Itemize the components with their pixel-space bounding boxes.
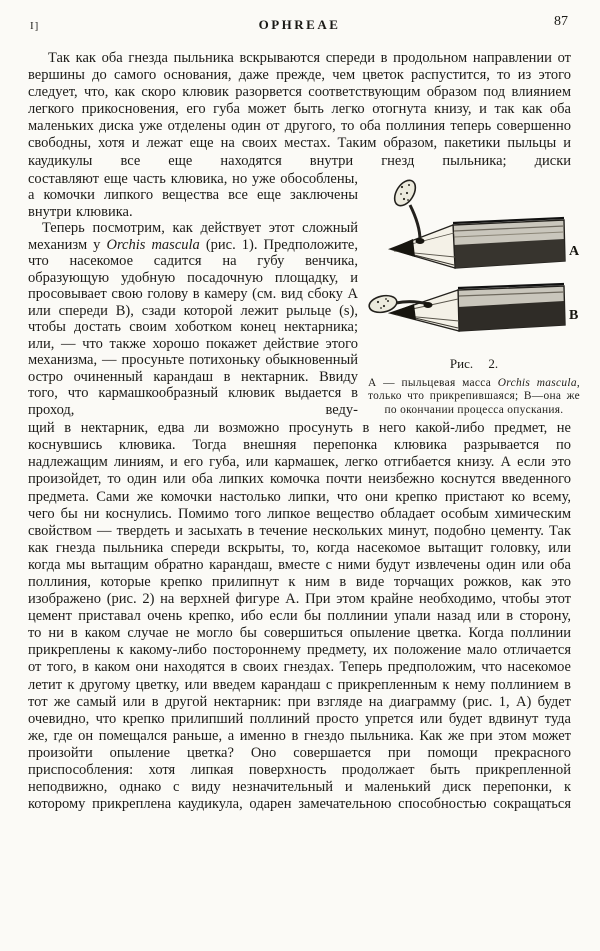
running-header bbox=[28, 14, 571, 36]
figure-label-a: A bbox=[569, 243, 580, 259]
paragraph-1-full-width: Так как оба гнезда пыльника вскрываются спереди в продольном направлении от вершины до самого основания, даже прежде, чем цветок распустится, то из этого следует, что, как скоро клювик разорвется соответствующим образом под влиянием легкого прикосновения, его губа может быть легко отогнута книзу, и так как оба маленьких диска уже отделены один от другого, то оба поллиния теперь совершенно свободны, хотя и лежат еще на своих местах. Таким образом, пакетики пыльцы и каудикулы все еще находятся внутри гнезд пыльника; диски bbox=[28, 50, 571, 169]
signature-mark: I] bbox=[30, 20, 40, 32]
figure-label-b: B bbox=[569, 307, 579, 323]
page-number: 87 bbox=[554, 14, 568, 29]
text-wrap-region bbox=[28, 170, 580, 419]
pencil-pollinium-illustration bbox=[368, 173, 580, 345]
pencil-a bbox=[390, 176, 580, 267]
pencil-b bbox=[368, 284, 578, 331]
pollinium-a bbox=[390, 176, 424, 243]
paragraph-1-continued: составляют еще часть клювика, но уже обособлены, а комочки липкого вещества все еще заключены внутри клювика. bbox=[28, 170, 358, 220]
pencil-a-lead-tip bbox=[390, 239, 415, 257]
body-text bbox=[28, 50, 580, 813]
figure-caption-pre: А — пыльцевая масса bbox=[368, 376, 498, 389]
figure-caption bbox=[368, 377, 580, 418]
figure-caption-title: Рис. 2. bbox=[449, 355, 499, 371]
paragraph-2-pre: Теперь посмотрим, как действует этот сложный механизм у bbox=[28, 220, 358, 253]
narrow-text-column bbox=[28, 171, 358, 419]
figure-block bbox=[368, 171, 580, 418]
figure-caption-species: Orchis mascula bbox=[497, 376, 577, 389]
figure-caption-post: , только что прикрепившаяся; В—она же по окончании процесса опускания. bbox=[368, 376, 580, 417]
running-title: OPHREAE bbox=[258, 17, 341, 32]
paragraph-2-continued-full-width: щий в нектарник, едва ли возможно просунуть в него какой-либо предмет, не коснувшись клювика. Тогда внешняя перепонка клювика разрывается по надлежащим линиям, и его губа, или кармашек, легко отгибается книзу. А если это произойдет, то один или оба липких комочка почти неизбежно коснутся введенного предмета. Сами же комочки настолько липки, что они крепко пристают ко всему, чего бы ни коснулись. Помимо того липкое вещество обладает особым химическим свойством — твердеть и засыхать в течение нескольких минут, подобно цементу. Так как гнезда пыльника спереди вскрыты, то, когда насекомое вытащит головку, или когда мы вытащим обратно карандаш, вместе с ними будут извлечены один или оба поллиния, которые крепко прилипнут к ним в виде торчащих рожков, как это изображено (рис. 2) на верхней фигуре А. При этом крайне необходимо, чтобы этот цемент приставал очень крепко, ибо если бы поллинии упали назад или в сторону, то ни в каком случае не могло бы совершиться опыление цветка. Когда поллинии прикреплены к какому-либо постороннему предмету, их положение мало отличается от того, в каком они находятся в своих гнездах. Теперь предположим, что насекомое летит к другому цветку, или введем карандаш с прикрепленным к нему поллинием в тот же самый или в другой нектарник: при взгляде на диаграмму (рис. 1, А) будет очевидно, что крепко прилипший поллиний просто упрется или будет вдвинут туда же, где он помещался раньше, а именно в гнездо пыльника. Как же при этом может произойти опыление цветка? Оно совершается при помощи прекрасного приспособления: хотя липкая поверхность продолжает быть прикрепленной неподвижно, однако с виду незначительный и маленький диск перепонки, к которому прикреплена каудикула, одарен замечательною способностью сокращаться bbox=[28, 420, 572, 813]
paragraph-2-post: (рис. 1). Предположите, что насекомое садится на губу венчика, образующую удобную посадочную площадку, и просовывает свою голову в камеру (см. вид сбоку А или спереди В), сзади которой лежит рыльце (s), чтобы достать своим хоботком конец нектарника; или, — что также хорошо покажет действие этого механизма, — просуньте потихоньку обыкновенный остро очиненный карандаш в нектарник. Ввиду того, что кармашкообразный клювик выдается в проход, веду- bbox=[28, 236, 358, 418]
paragraph-2 bbox=[28, 220, 358, 418]
species-name: Orchis mascula bbox=[106, 236, 200, 253]
